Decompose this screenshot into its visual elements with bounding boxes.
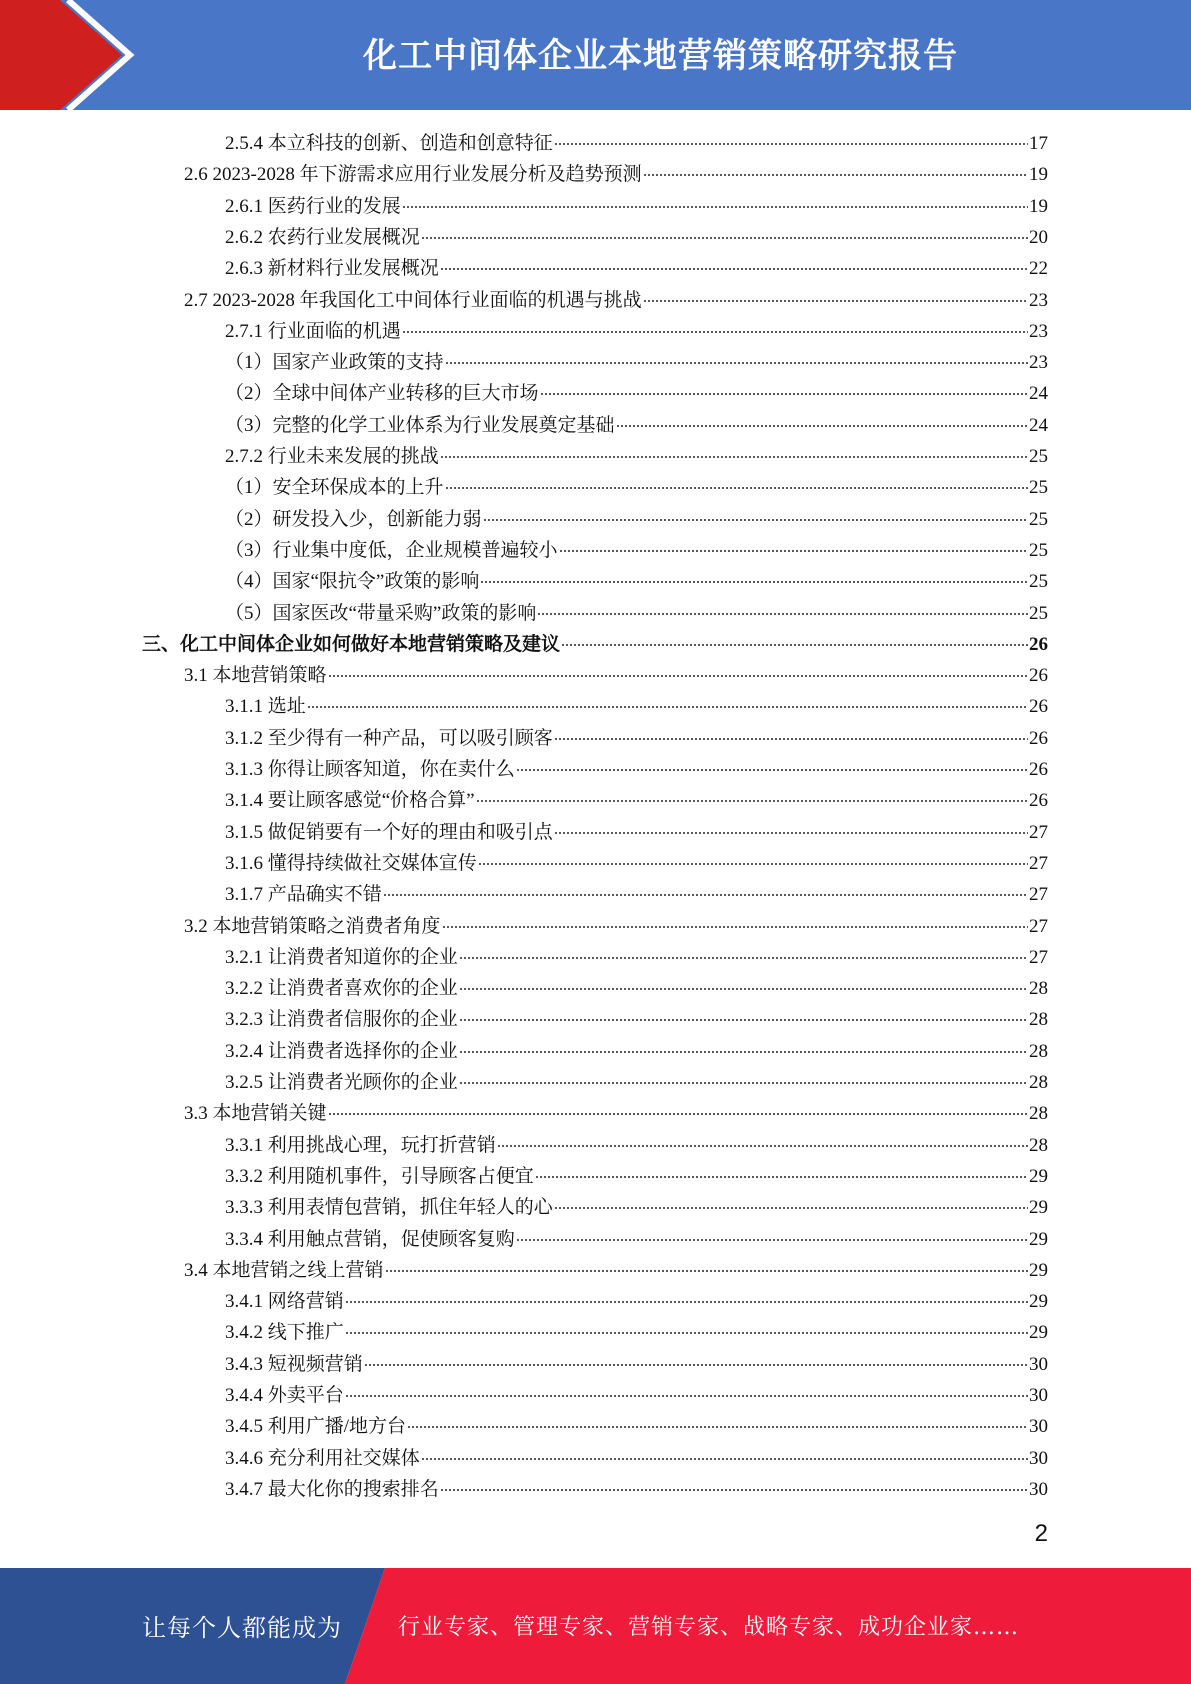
toc-entry-title: 3.3.4 利用触点营销，促使顾客复购 [225,1228,515,1250]
toc-dot-leader [554,738,1028,740]
toc-dot-leader [459,1051,1028,1053]
toc-entry-title: 2.7 2023-2028 年我国化工中间体行业面临的机遇与挑战 [184,289,642,311]
toc-entry[interactable] [225,378,1048,409]
toc-dot-leader [328,675,1028,677]
toc-entry-title: 3.2.2 让消费者喜欢你的企业 [225,978,458,1000]
toc-entry-page: 30 [1029,1385,1048,1406]
toc-entry[interactable] [225,1192,1048,1223]
toc-entry-page: 26 [1029,790,1048,812]
toc-entry[interactable] [225,973,1048,1004]
toc-entry-title: 3.2.3 让消费者信服你的企业 [225,1009,458,1031]
toc-dot-leader [478,863,1028,865]
toc-entry-page: 28 [1029,1134,1048,1156]
toc-entry-page: 28 [1029,1009,1048,1031]
toc-entry-page: 29 [1029,1291,1048,1313]
toc-entry[interactable] [225,1380,1048,1411]
toc-entry-page: 30 [1029,1353,1048,1375]
toc-entry-page: 19 [1029,164,1048,186]
toc-dot-leader [402,206,1028,208]
toc-entry-page: 25 [1029,539,1048,561]
toc-dot-leader [554,1207,1028,1209]
toc-dot-leader [440,1489,1028,1491]
toc-entry-page: 28 [1029,1103,1048,1125]
toc-entry[interactable] [225,1286,1048,1317]
toc-entry[interactable] [225,1161,1048,1192]
toc-entry-title: 3.3.2 利用随机事件，引导顾客占便宜 [225,1165,534,1187]
toc-entry-title: 3.4.4 外卖平台 [225,1385,344,1406]
toc-entry-title: 3.4.5 利用广播/地方台 [225,1416,407,1438]
toc-entry-title: （4）国家“限抗令”政策的影响 [225,571,480,593]
report-header [0,0,1191,110]
toc-dot-leader [402,331,1028,333]
toc-entry-page: 27 [1029,884,1048,906]
toc-entry-title: 2.6.2 农药行业发展概况 [225,226,420,248]
toc-entry-page: 28 [1029,978,1048,1000]
toc-entry-title: 3.1 本地营销策略 [184,665,327,687]
toc-dot-leader [345,1395,1028,1397]
toc-dot-leader [643,300,1028,302]
toc-entry-title: 3.4.1 网络营销 [225,1291,344,1313]
toc-entry-page: 30 [1029,1416,1048,1438]
toc-entry-page: 23 [1029,352,1048,374]
toc-entry[interactable] [225,1474,1048,1505]
toc-entry-page: 27 [1029,915,1048,937]
toc-entry-title: 2.6.3 新材料行业发展概况 [225,258,439,280]
toc-entry-title: 3.4.7 最大化你的搜索排名 [225,1478,439,1500]
toc-entry[interactable] [184,1255,1048,1286]
toc-dot-leader [421,1458,1028,1460]
toc-entry-title: （1）国家产业政策的支持 [225,352,444,374]
toc-entry-title: （2）全球中间体产业转移的巨大市场 [225,383,539,405]
toc-entry-title: 3.2 本地营销策略之消费者角度 [184,915,441,937]
toc-entry[interactable] [225,1130,1048,1161]
toc-entry[interactable] [225,128,1048,159]
toc-entry-page: 27 [1029,821,1048,843]
toc-entry-title: （3）行业集中度低，企业规模普遍较小 [225,539,558,561]
toc-entry-title: （2）研发投入少，创新能力弱 [225,508,482,530]
toc-entry-title: 2.6 2023-2028 年下游需求应用行业发展分析及趋势预测 [184,164,642,186]
toc-dot-leader [459,1082,1028,1084]
toc-entry-title: 3.1.2 至少得有一种产品，可以吸引顾客 [225,727,553,749]
toc-entry-title: 2.7.1 行业面临的机遇 [225,320,401,342]
toc-dot-leader [345,1301,1028,1303]
toc-entry-page: 26 [1029,727,1048,749]
toc-entry[interactable] [184,159,1048,190]
toc-entry[interactable] [225,472,1048,503]
toc-entry-title: 3.4.6 充分利用社交媒体 [225,1447,420,1469]
toc-entry[interactable] [225,848,1048,879]
toc-entry[interactable] [225,879,1048,910]
toc-entry-page: 25 [1029,602,1048,624]
red-chevron-icon [0,0,160,110]
toc-entry[interactable] [225,691,1048,722]
toc-entry-page: 27 [1029,946,1048,968]
toc-entry-title: 2.7.2 行业未来发展的挑战 [225,446,439,467]
toc-entry-page: 25 [1029,571,1048,593]
toc-entry-page: 26 [1029,759,1048,780]
toc-entry-title: （5）国家医改“带量采购”政策的影响 [225,602,537,624]
toc-entry-title: 3.2.5 让消费者光顾你的企业 [225,1072,458,1093]
toc-entry-page: 25 [1029,508,1048,530]
toc-dot-leader [440,268,1028,270]
toc-entry-title: （1）安全环保成本的上升 [225,477,444,499]
toc-entry-title: 3.3.1 利用挑战心理，玩打折营销 [225,1134,496,1156]
toc-entry[interactable] [184,285,1048,316]
toc-entry[interactable] [225,347,1048,378]
toc-entry-page: 26 [1029,665,1048,687]
footer-slogan-right: 行业专家、管理专家、营销专家、战略专家、成功企业家…… [398,1615,1020,1640]
toc-entry-page: 29 [1029,1259,1048,1281]
toc-dot-leader [643,174,1028,176]
toc-dot-leader [483,519,1028,521]
toc-dot-leader [516,1239,1028,1241]
toc-dot-leader [540,393,1028,395]
toc-entry-page: 20 [1029,226,1048,248]
toc-entry-page: 23 [1029,289,1048,311]
toc-dot-leader [385,1270,1028,1272]
report-title: 化工中间体企业本地营销策略研究报告 [363,36,958,76]
toc-entry-page: 30 [1029,1447,1048,1469]
toc-entry[interactable] [225,253,1048,284]
toc-dot-leader [554,832,1028,834]
toc-entry[interactable] [225,1443,1048,1474]
toc-entry-title: 3.4.2 线下推广 [225,1322,344,1344]
toc-entry-page: 19 [1029,195,1048,217]
footer-slogan-left: 让每个人都能成为 [142,1614,342,1642]
toc-dot-leader [442,926,1028,928]
toc-entry-title: 3.1.4 要让顾客感觉“价格合算” [225,790,475,812]
toc-entry[interactable] [225,942,1048,973]
toc-entry[interactable] [184,1098,1048,1129]
toc-entry-title: 3.3 本地营销关键 [184,1103,327,1125]
toc-dot-leader [445,362,1028,364]
toc-entry-page: 25 [1029,477,1048,499]
toc-entry[interactable] [225,1036,1048,1067]
toc-entry-title: 2.6.1 医药行业的发展 [225,195,401,217]
toc-entry-page: 28 [1029,1040,1048,1062]
toc-entry-page: 23 [1029,320,1048,342]
toc-dot-leader [364,1364,1028,1366]
toc-entry[interactable] [225,723,1048,754]
toc-entry-page: 29 [1029,1322,1048,1344]
toc-dot-leader [561,644,1028,646]
toc-dot-leader [345,1332,1028,1334]
toc-entry-page: 29 [1029,1165,1048,1187]
toc-entry-title: 3.1.7 产品确实不错 [225,884,382,906]
toc-entry-page: 26 [1029,633,1048,655]
toc-dot-leader [328,1113,1028,1115]
toc-entry[interactable] [225,535,1048,566]
toc-entry-page: 25 [1029,446,1048,467]
toc-dot-leader [421,237,1028,239]
toc-entry[interactable] [225,598,1048,629]
toc-entry-page: 24 [1029,383,1048,405]
toc-entry[interactable] [225,222,1048,253]
footer-banner [0,1568,1191,1684]
toc-dot-leader [407,1426,1028,1428]
toc-dot-leader [535,1176,1028,1178]
toc-dot-leader [440,456,1028,458]
toc-entry[interactable] [225,1004,1048,1035]
toc-entry-page: 29 [1029,1197,1048,1219]
toc-entry-page: 17 [1029,133,1048,154]
toc-entry[interactable] [225,1224,1048,1255]
toc-dot-leader [537,613,1028,615]
toc-entry-title: 3.1.3 你得让顾客知道，你在卖什么 [225,759,515,780]
toc-entry[interactable] [225,191,1048,222]
toc-entry-page: 30 [1029,1478,1048,1500]
toc-dot-leader [476,800,1028,802]
toc-entry[interactable] [225,504,1048,535]
page-number: 2 [1034,1520,1048,1547]
toc-entry-page: 27 [1029,852,1048,874]
toc-entry-page: 22 [1029,258,1048,280]
toc-entry[interactable] [184,911,1048,942]
toc-dot-leader [516,769,1028,771]
toc-dot-leader [445,487,1028,489]
toc-dot-leader [459,988,1028,990]
toc-entry-title: 3.4 本地营销之线上营销 [184,1259,384,1281]
toc-entry[interactable] [225,754,1048,785]
toc-entry[interactable] [225,441,1048,472]
toc-dot-leader [383,894,1028,896]
toc-entry[interactable] [225,785,1048,816]
toc-entry-title: 2.5.4 本立科技的创新、创造和创意特征 [225,133,553,154]
toc-dot-leader [459,1019,1028,1021]
toc-entry-title: 3.2.1 让消费者知道你的企业 [225,946,458,968]
toc-dot-leader [616,425,1028,427]
toc-dot-leader [559,550,1028,552]
toc-entry[interactable] [225,566,1048,597]
toc-entry-title: 三、化工中间体企业如何做好本地营销策略及建议 [142,633,561,655]
toc-entry-page: 29 [1029,1228,1048,1250]
toc-entry[interactable] [225,410,1048,441]
toc-entry-title: 3.1.5 做促销要有一个好的理由和吸引点 [225,821,553,843]
toc-entry[interactable] [225,1317,1048,1348]
toc-dot-leader [459,957,1028,959]
toc-entry-title: 3.1.6 懂得持续做社交媒体宣传 [225,852,477,874]
toc-entry[interactable] [225,1349,1048,1380]
toc-entry-title: 3.2.4 让消费者选择你的企业 [225,1040,458,1062]
toc-entry-title: 3.4.3 短视频营销 [225,1353,363,1375]
toc-entry[interactable] [225,1067,1048,1098]
toc-entry[interactable] [184,660,1048,691]
toc-entry-title: 3.3.3 利用表情包营销，抓住年轻人的心 [225,1197,553,1219]
toc-entry-title: 3.1.1 选址 [225,696,306,718]
toc-dot-leader [497,1145,1028,1147]
toc-dot-leader [480,581,1028,583]
toc-entry[interactable] [225,1411,1048,1442]
toc-entry[interactable] [225,817,1048,848]
toc-entry[interactable] [142,629,1048,660]
toc-entry-page: 26 [1029,696,1048,718]
toc-entry-page: 28 [1029,1072,1048,1093]
toc-entry-page: 24 [1029,414,1048,436]
toc-dot-leader [554,143,1028,145]
toc-dot-leader [307,706,1028,708]
toc-entry-title: （3）完整的化学工业体系为行业发展奠定基础 [225,414,615,436]
toc-entry[interactable] [225,316,1048,347]
